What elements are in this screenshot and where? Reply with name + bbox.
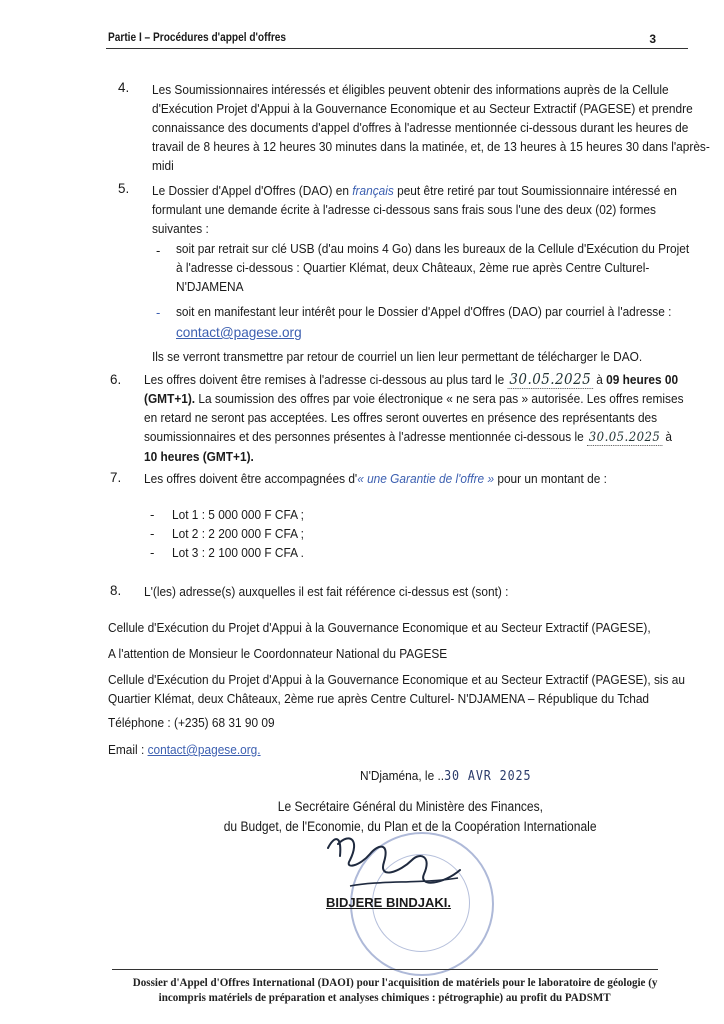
item-5-line: suivantes : bbox=[152, 221, 209, 236]
item-6-text: Les offres doivent être remises à l'adresse ci-dessous au plus tard le bbox=[144, 372, 508, 387]
page-header bbox=[108, 30, 686, 48]
email-label: Email : bbox=[108, 742, 148, 757]
item-4-line: d'Exécution Projet d'Appui à la Gouvernance Economique et au Secteur Extractif (PAGESE) et prendre bbox=[152, 101, 693, 116]
lot-label: Lot 3 : 2 100 000 F CFA . bbox=[172, 545, 304, 560]
item-6-number: 6. bbox=[110, 372, 122, 387]
bullet-usb bbox=[176, 239, 724, 296]
item-4-line: midi bbox=[152, 158, 174, 173]
bullet-email bbox=[176, 302, 724, 342]
item-4-number: 4. bbox=[118, 80, 130, 95]
lot-label: Lot 2 : 2 200 000 F CFA ; bbox=[172, 526, 304, 541]
bullet-email-line: soit en manifestant leur intérêt pour le Dossier d'Appel d'Offres (DAO) par courriel à l'adresse : bbox=[176, 304, 672, 319]
opening-time: 10 heures (GMT+1). bbox=[144, 449, 254, 464]
lot-item: - Lot 1 : 5 000 000 F CFA ; bbox=[150, 507, 304, 522]
item-6-text: soumissionnaires et des personnes présentes à l'adresse mentionnée ci-dessous le bbox=[144, 429, 587, 444]
lot-item: - Lot 2 : 2 200 000 F CFA ; bbox=[150, 526, 304, 541]
item-6-paragraph bbox=[144, 370, 724, 466]
bullet-usb-line: à l'adresse ci-dessous : Quartier Klémat, deux Châteaux, 2ème rue après Centre Culturel- bbox=[176, 260, 650, 275]
language-label: français bbox=[352, 183, 394, 198]
deadline-date-handwritten: 30.05.2025 bbox=[509, 370, 592, 388]
item-5-paragraph bbox=[152, 181, 724, 238]
item-8-paragraph bbox=[144, 582, 549, 601]
lot-item: - Lot 3 : 2 100 000 F CFA . bbox=[150, 545, 304, 560]
item-4-line: travail de 8 heures à 12 heures 30 minutes dans la matinée, et, de 13 heures à 15 heures 30 dans l'après- bbox=[152, 139, 710, 154]
guarantee-label: « une Garantie de l'offre » bbox=[357, 471, 495, 486]
item-6-text: à bbox=[662, 429, 672, 444]
lot-label: Lot 1 : 5 000 000 F CFA ; bbox=[172, 507, 304, 522]
item-8-number: 8. bbox=[110, 583, 122, 598]
item-5-text: Le Dossier d'Appel d'Offres (DAO) en bbox=[152, 183, 353, 198]
item-7-text: Les offres doivent être accompagnées d' bbox=[144, 471, 358, 486]
item-5-after-text: Ils se verront transmettre par retour de courriel un lien leur permettant de télécharger le DAO. bbox=[152, 349, 643, 364]
page-number: 3 bbox=[649, 32, 656, 46]
item-4-paragraph bbox=[152, 80, 724, 175]
signatory-title-line: Le Secrétaire Général du Ministère des Finances, bbox=[277, 799, 543, 814]
address-line-2: A l'attention de Monsieur le Coordonnateur National du PAGESE bbox=[108, 646, 448, 661]
address-line-1: Cellule d'Exécution du Projet d'Appui à la Gouvernance Economique et au Secteur Extractif (PAGESE), bbox=[108, 620, 651, 635]
item-7-paragraph bbox=[144, 469, 658, 488]
email-link[interactable]: contact@pagese.org. bbox=[147, 742, 261, 757]
address-line-3: Cellule d'Exécution du Projet d'Appui à la Gouvernance Economique et au Secteur Extractif (PAGESE), sis au bbox=[108, 672, 685, 687]
item-5-after bbox=[152, 347, 697, 366]
signatory-title-line: du Budget, de l'Economie, du Plan et de la Coopération Internationale bbox=[223, 819, 597, 834]
item-5-text: peut être retiré par tout Soumissionnaire intéressé en bbox=[393, 183, 677, 198]
item-7-number: 7. bbox=[110, 470, 122, 485]
date-stamp: 30 AVR 2025 bbox=[444, 769, 532, 784]
item-6-text: à bbox=[592, 372, 607, 387]
page-footer bbox=[110, 975, 660, 1005]
email-link[interactable]: contact@pagese.org bbox=[176, 325, 302, 340]
address-line-4: Quartier Klémat, deux Châteaux, 2ème rue après Centre Culturel- N'DJAMENA – République du Tchad bbox=[108, 691, 650, 706]
bullet-dash: - bbox=[156, 243, 161, 258]
footer-divider bbox=[112, 969, 658, 970]
deadline-time: 09 heures 00 bbox=[606, 372, 679, 387]
header-divider bbox=[106, 48, 688, 49]
lot-list bbox=[150, 505, 319, 562]
item-7-text: pour un montant de : bbox=[494, 471, 607, 486]
opening-date-handwritten: 30.05.2025 bbox=[588, 430, 661, 445]
item-4-line: Les Soumissionnaires intéressés et éligibles peuvent obtenir des informations auprès de la Cellule bbox=[152, 82, 669, 97]
footer-line: incompris matériels de préparation et analyses chimiques : pétrographie) au profit du PADSMT bbox=[158, 990, 612, 1004]
item-4-line: connaissance des documents d'appel d'offres à l'adresse mentionnée ci-dessous durant les heures de bbox=[152, 120, 689, 135]
timezone: (GMT+1). bbox=[144, 391, 196, 406]
item-8-text: L'(les) adresse(s) auxquelles il est fait référence ci-dessus est (sont) : bbox=[144, 584, 509, 599]
footer-line: Dossier d'Appel d'Offres International (DAOI) pour l'acquisition de matériels pour le laboratoire de géologie (y bbox=[132, 975, 658, 989]
signer-name: BIDJERE BINDJAKI. bbox=[326, 895, 451, 910]
item-5-line: formulant une demande écrite à l'adresse ci-dessous sans frais sous l'une des deux (02) formes bbox=[152, 202, 656, 217]
phone-line: Téléphone : (+235) 68 31 90 09 bbox=[108, 715, 275, 730]
bullet-usb-line: N'DJAMENA bbox=[176, 279, 244, 294]
item-6-line: en retard ne seront pas acceptées. Les offres seront ouvertes en présence des représentants des bbox=[144, 410, 658, 425]
place-date-text: N'Djaména, le .. bbox=[360, 768, 445, 783]
item-6-text: La soumission des offres par voie électronique « ne sera pas » autorisée. Les offres remises bbox=[195, 391, 684, 406]
place-date bbox=[360, 766, 551, 786]
item-5-number: 5. bbox=[118, 181, 130, 196]
email-line bbox=[108, 740, 278, 759]
section-title: Partie I – Procédures d'appel d'offres bbox=[108, 32, 287, 44]
bullet-dash: - bbox=[156, 305, 161, 320]
bullet-usb-line: soit par retrait sur clé USB (d'au moins 4 Go) dans les bureaux de la Cellule d'Exécution du Projet bbox=[176, 241, 690, 256]
